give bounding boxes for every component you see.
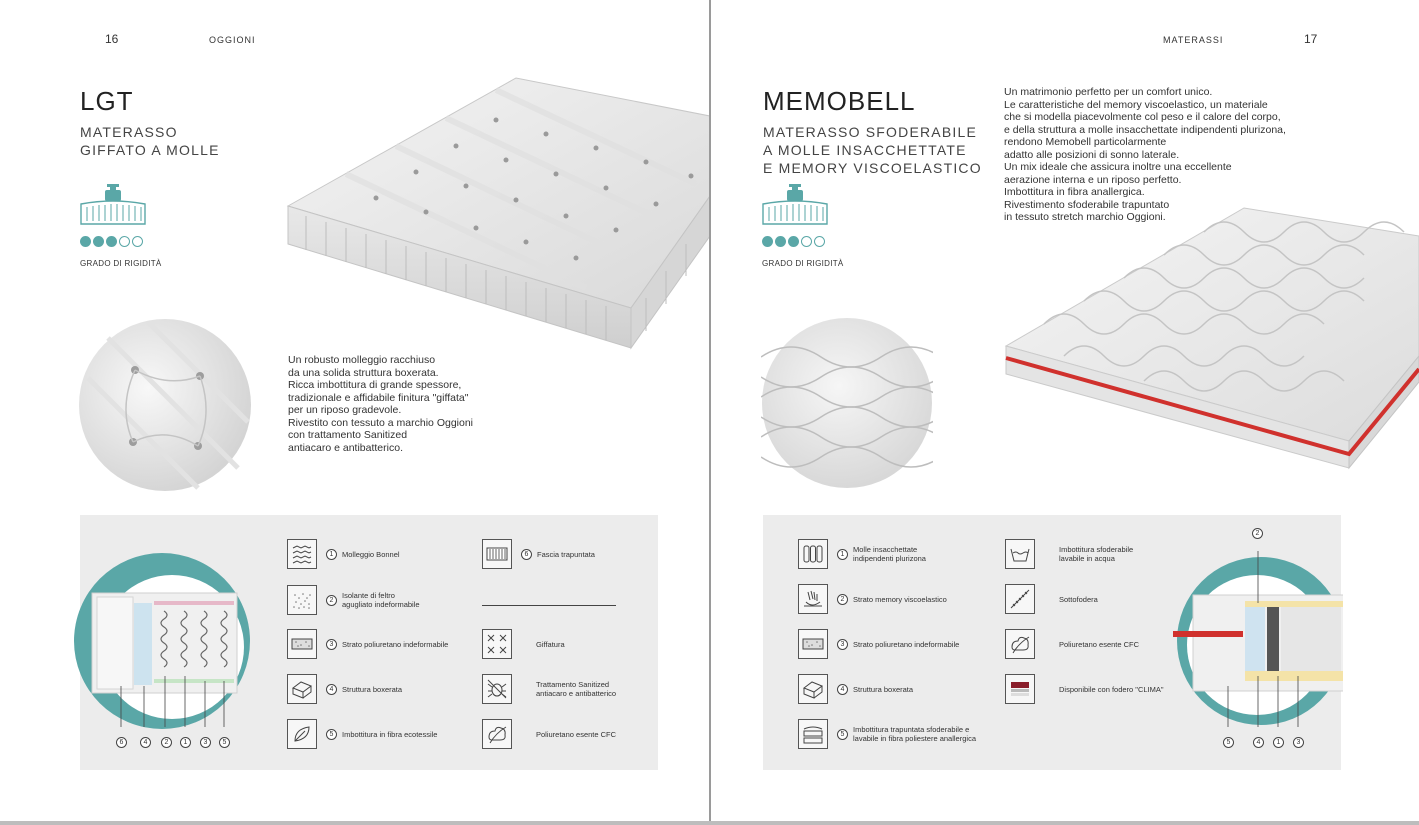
legend-label (1059, 685, 1164, 694)
legend-number: 3 (837, 639, 848, 650)
legend-label-line: Strato memory viscoelastico (853, 594, 947, 604)
legend-item (482, 539, 595, 569)
subtitle-line: E MEMORY VISCOELASTICO (763, 160, 982, 176)
callout-number: 2 (161, 737, 172, 748)
firmness-dot-empty (119, 236, 130, 247)
coil-springs-icon (287, 539, 317, 569)
firmness-dots (762, 236, 825, 247)
product-title: MEMOBELL (763, 86, 916, 116)
legend-label (1059, 640, 1139, 649)
zipper-lining-icon (1005, 584, 1035, 614)
legend-label (342, 550, 400, 559)
legend-label (536, 680, 616, 698)
legend-item (1005, 539, 1133, 569)
legend-label (536, 730, 616, 739)
eco-fiber-icon (287, 719, 317, 749)
legend-label-line: Disponibile con fodero "CLIMA" (1059, 684, 1164, 694)
description-line: tradizionale e affidabile finitura "giffata" (288, 391, 469, 404)
legend-number: 1 (326, 549, 337, 560)
description-line: Ricca imbottitura di grande spessore, (288, 379, 462, 391)
legend-label-line: Trattamento Sanitized (536, 680, 610, 689)
legend-label (1059, 545, 1133, 563)
legend-label (342, 591, 420, 609)
legend-label (853, 545, 926, 563)
legend-label (342, 730, 437, 739)
subtitle-line: MATERASSO SFODERABILE (763, 124, 977, 140)
description-line: con trattamento Sanitized (288, 429, 408, 441)
running-head: MATERASSI (1163, 35, 1224, 45)
legend-number: 6 (521, 549, 532, 560)
bottom-edge (0, 821, 1419, 825)
legend-label-line: Imbottitura trapuntata sfoderabile e (853, 725, 970, 734)
legend-item (287, 585, 420, 615)
legend-label-line: antiacaro e antibatterico (536, 689, 617, 698)
callout-number: 3 (1293, 737, 1304, 748)
firmness-dot-filled (775, 236, 786, 247)
page-number: 17 (1304, 32, 1318, 46)
legend-label-line: Poliuretano esente CFC (1059, 639, 1140, 649)
description-line: Un matrimonio perfetto per un comfort unico. (1004, 86, 1213, 98)
legend-item (287, 629, 448, 659)
foam-layer-icon (798, 629, 828, 659)
description-line: rendono Memobell particolarmente (1004, 136, 1167, 148)
callout-number: 4 (140, 737, 151, 748)
legend-item (798, 674, 913, 704)
firmness-dot-empty (814, 236, 825, 247)
box-structure-icon (798, 674, 828, 704)
callout-number: 1 (180, 737, 191, 748)
features-panel (80, 515, 658, 770)
no-mites-icon (482, 674, 512, 704)
quilted-band-icon (482, 539, 512, 569)
legend-label-line: lavabile in acqua (1059, 554, 1115, 563)
description-line: antiacaro e antibatterico. (288, 441, 403, 454)
legend-item (1005, 674, 1164, 704)
callout-number: 5 (1223, 737, 1234, 748)
mattress-illustration (1004, 206, 1419, 476)
legend-label (853, 685, 913, 694)
description-line: per un riposo gradevole. (288, 404, 402, 416)
subtitle-line: GIFFATO A MOLLE (80, 142, 220, 158)
callout-number: 5 (219, 737, 230, 748)
firmness-dot-filled (80, 236, 91, 247)
cutaway-illustration (1173, 551, 1343, 727)
page-number: 16 (105, 32, 119, 46)
legend-label-line: Fascia trapuntata (537, 549, 595, 559)
firmness-dots (80, 236, 143, 247)
description-line: aerazione interna e un riposo perfetto. (1004, 173, 1182, 186)
fabric-detail-image (78, 318, 252, 492)
cutaway-illustration (72, 551, 252, 731)
legend-item (287, 539, 400, 569)
firmness-icon (762, 184, 828, 230)
legend-item (1005, 629, 1139, 659)
legend-label (536, 640, 565, 649)
legend-item (798, 719, 976, 749)
subtitle-line: MATERASSO (80, 124, 178, 140)
legend-number: 4 (326, 684, 337, 695)
legend-label-line: Struttura boxerata (342, 684, 403, 694)
mattress-illustration (286, 76, 709, 350)
description-line: e della struttura a molle insacchettate indipendenti plurizona, (1004, 123, 1286, 136)
legend-number: 5 (326, 729, 337, 740)
firmness-dot-empty (132, 236, 143, 247)
pocket-springs-icon (798, 539, 828, 569)
firmness-dot-filled (106, 236, 117, 247)
memory-foam-icon (798, 584, 828, 614)
firmness-dot-filled (93, 236, 104, 247)
washable-icon (1005, 539, 1035, 569)
divider (482, 605, 616, 606)
legend-item (798, 539, 926, 569)
legend-item (482, 674, 616, 704)
fabric-detail-image (761, 317, 933, 489)
legend-label-line: Sottofodera (1059, 594, 1098, 604)
product-description (1004, 86, 1286, 224)
cfc-free-icon (482, 719, 512, 749)
description-line: che si modella piacevolmente col peso e il calore del corpo, (1004, 111, 1281, 123)
description-line: in tessuto stretch marchio Oggioni. (1004, 211, 1166, 223)
description-line: Imbottitura in fibra anallergica. (1004, 186, 1145, 198)
legend-number: 1 (837, 549, 848, 560)
legend-item (287, 674, 402, 704)
legend-label-line: Molle insacchettate (853, 545, 918, 554)
legend-label (853, 595, 947, 604)
callout-number: 2 (1252, 528, 1263, 539)
legend-number: 2 (326, 595, 337, 606)
description-line: Un robusto molleggio racchiuso (288, 354, 436, 366)
tufting-icon (482, 629, 512, 659)
description-line: adatto alle posizioni di sonno laterale. (1004, 148, 1180, 161)
box-structure-icon (287, 674, 317, 704)
product-subtitle (763, 123, 982, 177)
legend-label-line: Molleggio Bonnel (342, 549, 400, 559)
legend-label-line: Poliuretano esente CFC (536, 729, 617, 739)
firmness-dot-filled (762, 236, 773, 247)
features-panel (763, 515, 1341, 770)
legend-item (1005, 584, 1098, 614)
legend-item (482, 719, 616, 749)
description-line: Le caratteristiche del memory viscoelastico, un materiale (1004, 98, 1268, 111)
legend-label (537, 550, 595, 559)
legend-item (798, 629, 959, 659)
legend-label (853, 725, 976, 743)
legend-number: 2 (837, 594, 848, 605)
removable-padding-icon (798, 719, 828, 749)
legend-label-line: Strato poliuretano indeformabile (853, 639, 960, 649)
callout-number: 6 (116, 737, 127, 748)
legend-item (482, 629, 565, 659)
clima-cover-icon (1005, 674, 1035, 704)
legend-label-line: Struttura boxerata (853, 684, 914, 694)
firmness-dot-empty (801, 236, 812, 247)
description-line: Rivestimento sfoderabile trapuntato (1004, 198, 1170, 211)
legend-label-line: Isolante di feltro (342, 591, 395, 600)
product-subtitle (80, 123, 220, 159)
legend-number: 4 (837, 684, 848, 695)
legend-label-line: lavabile in fibra poliestere anallergica (853, 734, 976, 743)
legend-label (853, 640, 959, 649)
legend-label-line: Strato poliuretano indeformabile (342, 639, 449, 649)
callout-number: 4 (1253, 737, 1264, 748)
description-line: Un mix ideale che assicura inoltre una eccellente (1004, 161, 1232, 173)
felt-layer-icon (287, 585, 317, 615)
description-line: Rivestito con tessuto a marchio Oggioni (288, 416, 474, 429)
legend-number: 3 (326, 639, 337, 650)
callout-number: 3 (200, 737, 211, 748)
callout-number: 1 (1273, 737, 1284, 748)
product-title: LGT (80, 86, 134, 116)
foam-layer-icon (287, 629, 317, 659)
running-head: OGGIONI (209, 35, 256, 45)
legend-label (342, 640, 448, 649)
product-description (288, 354, 473, 454)
left-page (0, 0, 709, 821)
legend-label-line: indipendenti plurizona (853, 554, 926, 563)
legend-label-line: Imbottitura in fibra ecotessile (342, 729, 438, 739)
cfc-free-icon (1005, 629, 1035, 659)
firmness-icon (80, 184, 146, 230)
firmness-dot-filled (788, 236, 799, 247)
firmness-label: GRADO DI RIGIDITÀ (762, 259, 844, 268)
description-line: da una solida struttura boxerata. (288, 366, 439, 379)
legend-number: 5 (837, 729, 848, 740)
legend-label-line: Giffatura (536, 639, 565, 649)
legend-label-line: Imbottitura sfoderabile (1059, 545, 1134, 554)
firmness-label: GRADO DI RIGIDITÀ (80, 259, 162, 268)
legend-label (1059, 595, 1098, 604)
legend-label-line: agugliato indeformabile (342, 600, 420, 609)
legend-item (287, 719, 437, 749)
legend-label (342, 685, 402, 694)
right-page (711, 0, 1419, 821)
subtitle-line: A MOLLE INSACCHETTATE (763, 142, 967, 158)
legend-item (798, 584, 947, 614)
